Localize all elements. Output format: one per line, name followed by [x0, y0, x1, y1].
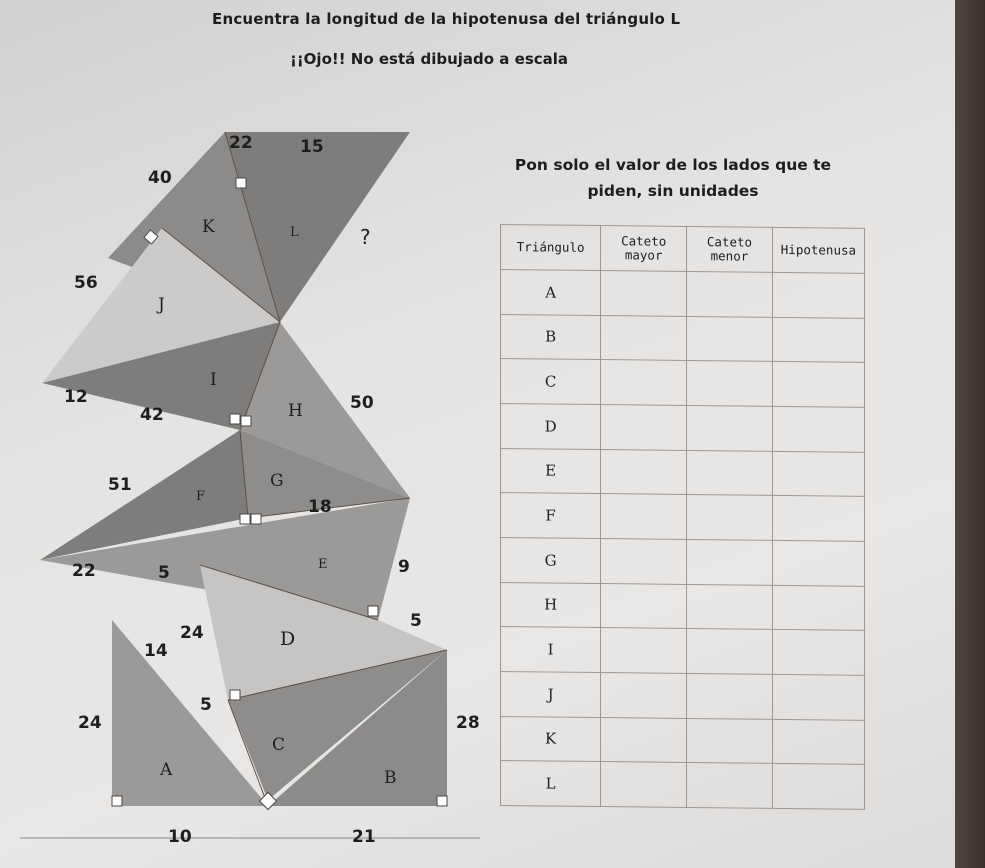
table-row [501, 716, 865, 764]
answer-cell[interactable] [601, 360, 687, 406]
answer-cell[interactable] [687, 718, 773, 764]
answer-cell[interactable] [687, 316, 773, 362]
row-label: H [501, 582, 601, 628]
answer-cell[interactable] [772, 719, 864, 765]
side-label: ? [360, 225, 371, 249]
table-row [501, 671, 865, 719]
answer-cell[interactable] [772, 674, 864, 720]
triangle-label: J [158, 295, 165, 315]
answer-cell[interactable] [687, 361, 773, 407]
answer-cell[interactable] [772, 540, 864, 586]
answer-cell[interactable] [772, 362, 864, 408]
row-label: J [501, 671, 601, 717]
answer-cell[interactable] [601, 494, 687, 540]
row-label: C [501, 359, 601, 405]
answer-cell[interactable] [772, 630, 864, 676]
answer-cell[interactable] [687, 271, 773, 317]
instructions-line-1: Pon solo el valor de los lados que te [514, 156, 832, 174]
worksheet-title: Encuentra la longitud de la hipotenusa del triángulo L [212, 10, 681, 28]
answer-cell[interactable] [601, 583, 687, 629]
answer-cell[interactable] [772, 272, 864, 318]
answer-cell[interactable] [601, 538, 687, 584]
answer-cell[interactable] [687, 763, 773, 809]
table-row [501, 537, 865, 585]
triangle-label: I [210, 370, 217, 390]
triangle-label: K [202, 217, 215, 237]
table-row [501, 761, 865, 810]
row-label: K [501, 716, 601, 762]
table-row [501, 582, 865, 630]
answer-cell[interactable] [601, 449, 687, 495]
answer-cell[interactable] [687, 629, 773, 675]
side-label: 50 [350, 393, 374, 413]
answer-cell[interactable] [601, 672, 687, 718]
side-label: 22 [72, 561, 96, 581]
triangle-label: L [290, 225, 299, 240]
row-label: D [501, 403, 601, 449]
answer-cell[interactable] [772, 317, 864, 363]
answer-cell[interactable] [772, 406, 864, 452]
answer-cell[interactable] [601, 717, 687, 763]
row-label: B [501, 314, 601, 360]
triangle-label: C [272, 735, 286, 755]
col-header-minor-leg: Cateto menor [687, 226, 773, 272]
triangle-label: F [196, 489, 206, 504]
side-label: 10 [168, 827, 192, 847]
side-label: 5 [158, 563, 170, 583]
side-label: 5 [410, 611, 422, 631]
col-header-hypotenuse: Hipotenusa [772, 227, 864, 273]
side-label: 5 [200, 695, 212, 715]
answer-cell[interactable] [772, 496, 864, 542]
row-label: E [501, 448, 601, 494]
side-label: 15 [300, 137, 324, 157]
table-row [501, 270, 865, 318]
scale-warning: ¡¡Ojo!! No está dibujado a escala [290, 50, 569, 68]
side-label: 40 [148, 168, 172, 188]
table-row [501, 359, 865, 407]
answers-table [500, 224, 865, 810]
row-label: L [501, 761, 601, 807]
triangle-label: G [270, 471, 284, 491]
table-row [501, 627, 865, 675]
triangle-label: H [288, 401, 303, 421]
answer-cell[interactable] [687, 450, 773, 496]
table-row [501, 493, 865, 541]
answer-cell[interactable] [687, 584, 773, 630]
triangle-label: E [318, 557, 328, 572]
side-label: 21 [352, 827, 376, 847]
table-row [501, 314, 865, 362]
side-label: 24 [180, 623, 204, 643]
side-label: 28 [456, 713, 480, 733]
triangle-label: A [160, 760, 173, 780]
answer-cell[interactable] [687, 405, 773, 451]
table-row [501, 448, 865, 496]
row-label: A [501, 270, 601, 316]
answer-cell[interactable] [601, 315, 687, 361]
table-row [501, 403, 865, 451]
answer-cell[interactable] [601, 762, 687, 808]
side-label: 42 [140, 405, 164, 425]
row-label: G [501, 537, 601, 583]
triangle-label: B [384, 768, 397, 788]
side-label: 14 [144, 641, 168, 661]
answer-cell[interactable] [687, 673, 773, 719]
side-label: 18 [308, 497, 332, 517]
table-header-row [501, 225, 865, 274]
answer-cell[interactable] [601, 271, 687, 317]
side-label: 12 [64, 387, 88, 407]
side-label: 56 [74, 273, 98, 293]
col-header-major-leg: Cateto mayor [601, 226, 687, 272]
side-label: 24 [78, 713, 102, 733]
answer-cell[interactable] [772, 585, 864, 631]
triangle-label: D [280, 628, 296, 650]
row-label: I [501, 627, 601, 673]
answer-cell[interactable] [601, 628, 687, 674]
side-label: 22 [229, 133, 253, 153]
side-label: 51 [108, 475, 132, 495]
side-label: 9 [398, 557, 410, 577]
instructions-line-2: piden, sin unidades [587, 182, 759, 200]
row-label: F [501, 493, 601, 539]
answer-cell[interactable] [601, 405, 687, 451]
answer-cell[interactable] [772, 451, 864, 497]
answer-cell[interactable] [687, 495, 773, 541]
col-header-triangle: Triángulo [501, 225, 601, 271]
answer-cell[interactable] [772, 764, 864, 810]
answer-cell[interactable] [687, 539, 773, 585]
